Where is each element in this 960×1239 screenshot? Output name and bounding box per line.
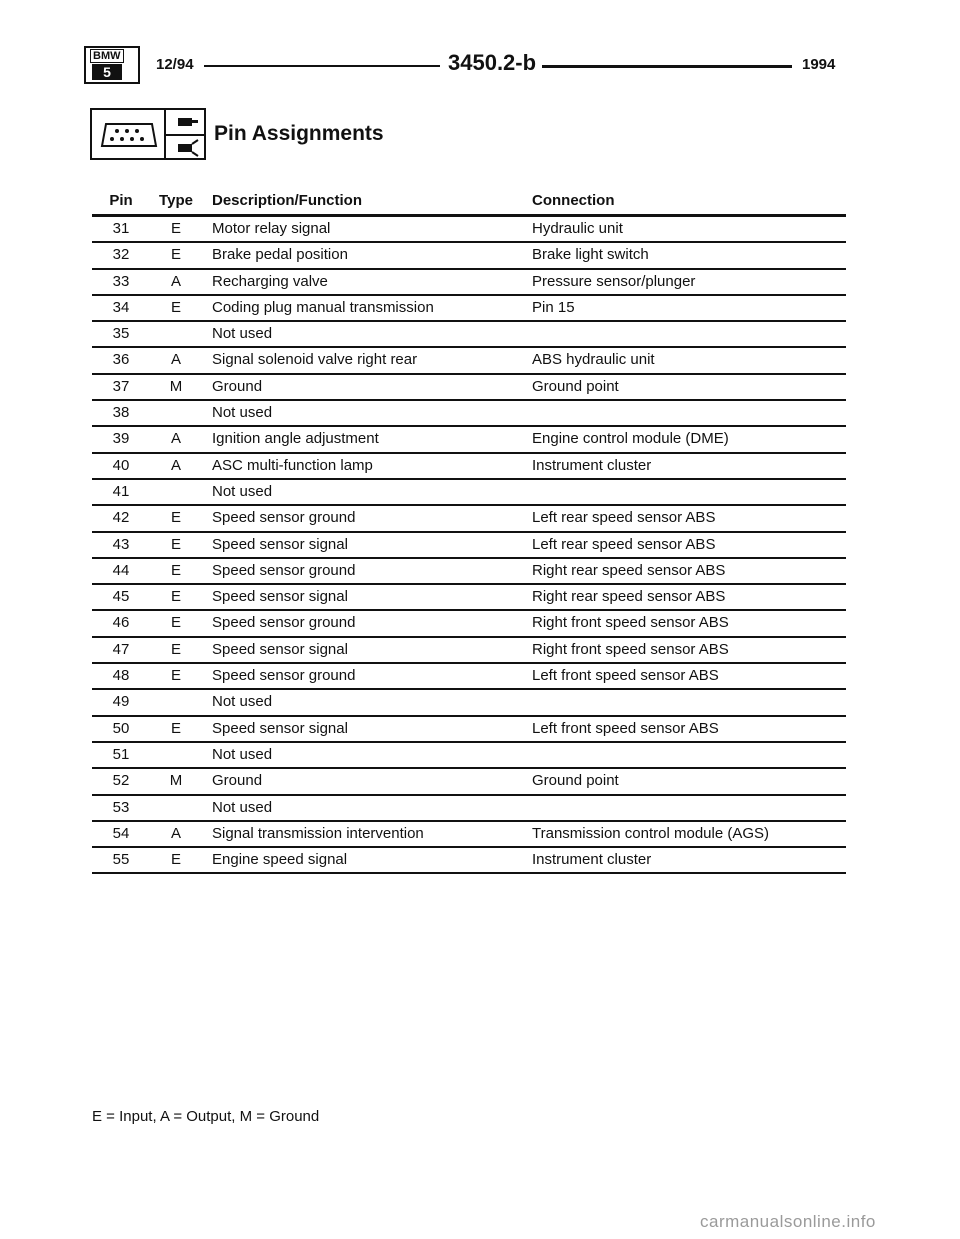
- cell-type: A: [170, 824, 181, 842]
- column-header-description: Description/Function: [212, 192, 362, 209]
- cell-type: E: [170, 851, 181, 869]
- cell-connection: Left front speed sensor ABS: [532, 667, 719, 685]
- cell-connection: Right rear speed sensor ABS: [532, 588, 726, 606]
- cell-description: Speed sensor signal: [212, 640, 348, 658]
- cell-connection: Engine control module (DME): [532, 430, 729, 448]
- column-header-type: Type: [159, 192, 193, 209]
- table-header-row: [92, 188, 846, 217]
- table-row: [92, 375, 846, 401]
- cell-type: A: [170, 272, 181, 290]
- cell-pin: 49: [112, 693, 130, 711]
- table-row: [92, 796, 846, 822]
- section-title: Pin Assignments: [214, 122, 384, 145]
- cell-pin: 54: [112, 824, 130, 842]
- cell-pin: 39: [112, 430, 130, 448]
- logo-brand-text: BMW: [90, 49, 124, 63]
- cell-description: Speed sensor ground: [212, 667, 356, 685]
- cell-description: Speed sensor ground: [212, 614, 356, 632]
- cell-pin: 41: [112, 482, 130, 500]
- cell-pin: 40: [112, 456, 130, 474]
- cell-type: M: [169, 772, 183, 790]
- cell-pin: 44: [112, 561, 130, 579]
- bmw-5-series-logo: [84, 46, 140, 84]
- cell-pin: 52: [112, 772, 130, 790]
- table-row: [92, 664, 846, 690]
- table-row: [92, 270, 846, 296]
- cell-connection: Instrument cluster: [532, 456, 652, 474]
- cell-description: Not used: [212, 404, 273, 422]
- cell-pin: 46: [112, 614, 130, 632]
- table-row: [92, 822, 846, 848]
- cell-pin: 35: [112, 325, 130, 343]
- cell-pin: 38: [112, 404, 130, 422]
- table-row: [92, 559, 846, 585]
- cell-type: E: [170, 220, 181, 237]
- cell-type: E: [170, 298, 181, 316]
- cell-type: E: [170, 246, 181, 264]
- header-rule-left: [204, 65, 440, 67]
- cell-pin: 47: [112, 640, 130, 658]
- cell-type: A: [170, 456, 181, 474]
- header-date: 12/94: [156, 56, 194, 73]
- cell-description: Engine speed signal: [212, 851, 348, 869]
- cell-connection: Instrument cluster: [532, 851, 652, 869]
- cell-pin: 36: [112, 351, 130, 369]
- cell-description: Not used: [212, 482, 273, 500]
- cell-connection: Right front speed sensor ABS: [532, 640, 729, 658]
- table-row: [92, 348, 846, 374]
- cell-type: E: [170, 561, 181, 579]
- cell-connection: Ground point: [532, 377, 619, 395]
- cell-description: Speed sensor signal: [212, 719, 348, 737]
- cell-pin: 32: [112, 246, 130, 264]
- plug-icon: [172, 114, 200, 137]
- cell-pin: 51: [112, 745, 130, 763]
- cell-connection: Left rear speed sensor ABS: [532, 535, 716, 553]
- cell-connection: Right front speed sensor ABS: [532, 614, 729, 632]
- cell-connection: Ground point: [532, 772, 619, 790]
- connector-icon: [100, 122, 158, 153]
- column-header-pin: Pin: [109, 192, 133, 209]
- column-header-connection: Connection: [532, 192, 615, 209]
- cell-description: Brake pedal position: [212, 246, 348, 264]
- cell-description: ASC multi-function lamp: [212, 456, 373, 474]
- table-row: [92, 638, 846, 664]
- cell-pin: 50: [112, 719, 130, 737]
- cell-connection: Left rear speed sensor ABS: [532, 509, 716, 527]
- cell-type: E: [170, 614, 181, 632]
- cell-pin: 48: [112, 667, 130, 685]
- cell-pin: 43: [112, 535, 130, 553]
- cell-pin: 45: [112, 588, 130, 606]
- cell-pin: 55: [112, 851, 130, 869]
- cell-description: Signal transmission intervention: [212, 824, 424, 842]
- table-row: [92, 322, 846, 348]
- cell-description: Not used: [212, 745, 273, 763]
- cell-description: Ignition angle adjustment: [212, 430, 379, 448]
- cell-pin: 53: [112, 798, 130, 816]
- cell-connection: Pin 15: [532, 298, 575, 316]
- cell-connection: Pressure sensor/plunger: [532, 272, 696, 290]
- cell-type: E: [170, 719, 181, 737]
- cell-type: A: [170, 430, 181, 448]
- table-row: [92, 769, 846, 795]
- cell-connection: Brake light switch: [532, 246, 649, 264]
- cell-pin: 42: [112, 509, 130, 527]
- cell-connection: Right rear speed sensor ABS: [532, 561, 726, 579]
- cell-pin: 31: [112, 220, 130, 237]
- cell-description: Motor relay signal: [212, 220, 331, 237]
- header-rule-right: [542, 65, 792, 68]
- connector-symbol-box: [90, 108, 206, 160]
- type-legend-footnote: E = Input, A = Output, M = Ground: [92, 1108, 320, 1125]
- table-row: [92, 217, 846, 243]
- cell-connection: Transmission control module (AGS): [532, 824, 770, 842]
- table-row: [92, 427, 846, 453]
- cell-description: Speed sensor signal: [212, 588, 348, 606]
- cell-description: Ground: [212, 377, 263, 395]
- table-row: [92, 585, 846, 611]
- cell-type: E: [170, 509, 181, 527]
- table-row: [92, 611, 846, 637]
- cell-connection: Left front speed sensor ABS: [532, 719, 719, 737]
- cell-pin: 34: [112, 298, 130, 316]
- table-row: [92, 848, 846, 874]
- table-row: [92, 506, 846, 532]
- table-row: [92, 717, 846, 743]
- cell-description: Ground: [212, 772, 263, 790]
- header-year: 1994: [802, 56, 836, 73]
- section-heading: [90, 108, 590, 164]
- cell-description: Speed sensor ground: [212, 561, 356, 579]
- table-row: [92, 690, 846, 716]
- cell-description: Signal solenoid valve right rear: [212, 351, 418, 369]
- logo-series-number: 5: [92, 64, 122, 80]
- cell-description: Speed sensor signal: [212, 535, 348, 553]
- table-row: [92, 296, 846, 322]
- table-row: [92, 401, 846, 427]
- table-row: [92, 743, 846, 769]
- cell-description: Coding plug manual transmission: [212, 298, 434, 316]
- document-code: 3450.2-b: [448, 50, 537, 75]
- table-row: [92, 454, 846, 480]
- cell-description: Not used: [212, 693, 273, 711]
- socket-icon: [172, 138, 200, 163]
- table-row: [92, 533, 846, 559]
- cell-type: E: [170, 588, 181, 606]
- cell-type: E: [170, 535, 181, 553]
- cell-type: E: [170, 640, 181, 658]
- cell-connection: Hydraulic unit: [532, 220, 623, 237]
- cell-description: Speed sensor ground: [212, 509, 356, 527]
- cell-type: M: [169, 377, 183, 395]
- cell-connection: ABS hydraulic unit: [532, 351, 655, 369]
- table-body: [92, 217, 846, 874]
- pin-assignments-table: [92, 188, 846, 874]
- cell-pin: 37: [112, 377, 130, 395]
- cell-pin: 33: [112, 272, 130, 290]
- cell-description: Not used: [212, 325, 273, 343]
- page-header: [84, 46, 844, 86]
- cell-type: A: [170, 351, 181, 369]
- table-row: [92, 243, 846, 269]
- cell-description: Not used: [212, 798, 273, 816]
- table-row: [92, 480, 846, 506]
- cell-type: E: [170, 667, 181, 685]
- cell-description: Recharging valve: [212, 272, 328, 290]
- watermark-text: carmanualsonline.info: [700, 1212, 876, 1231]
